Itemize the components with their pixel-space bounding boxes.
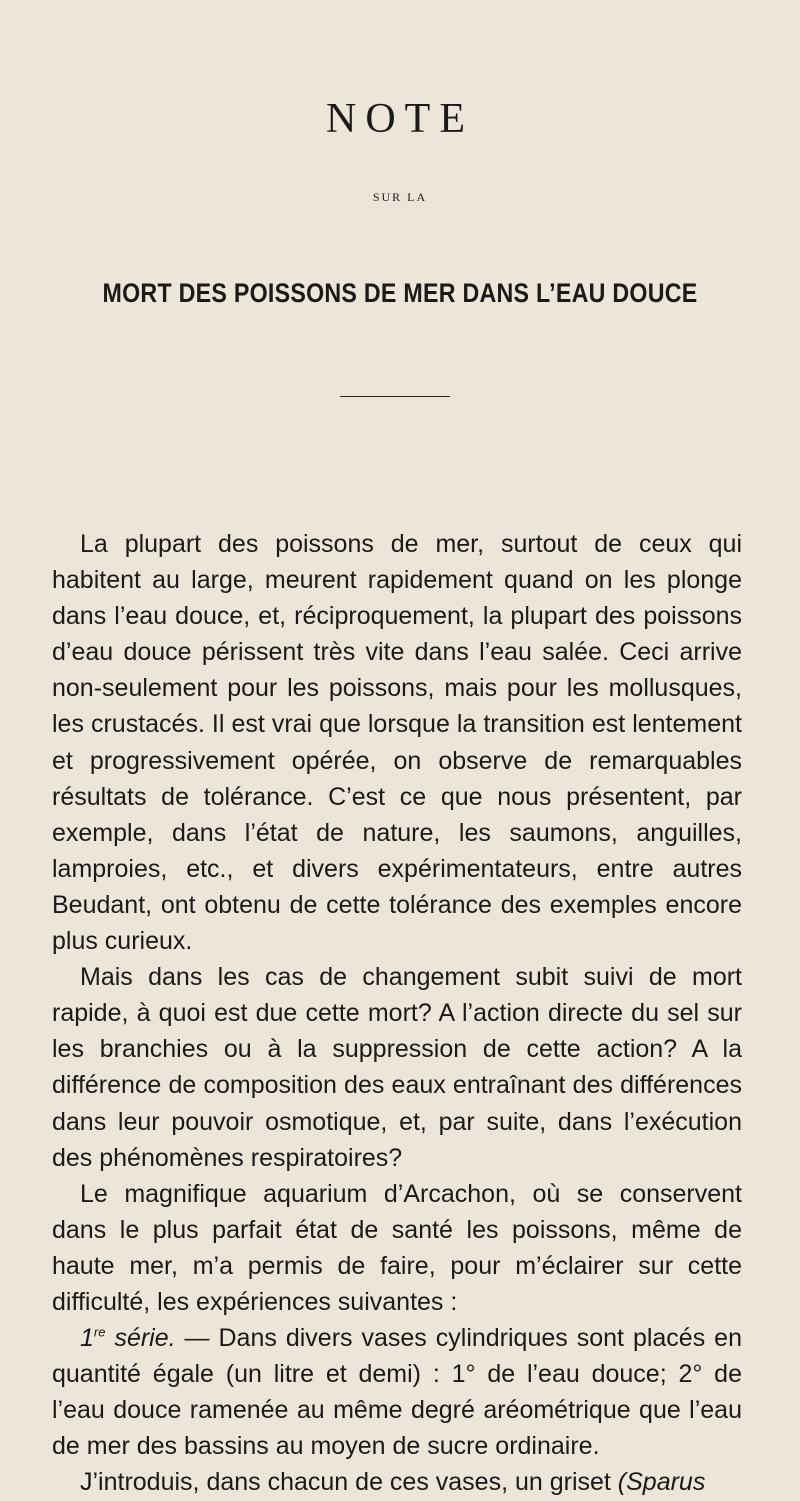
series-label: série. xyxy=(114,1324,176,1353)
paragraph-2: Mais dans les cas de changement subit suivi de mort rapide, à quoi est due cette mort? A l’action directe du sel sur les branchies ou à la suppression de cette action? A la différence de composition des eaux entraînant des différences dans leur pouvoir osmotique, et, par suite, dans l’exécution des phénomènes respiratoires? xyxy=(52,963,742,1172)
article-heading: MORT DES POISSONS DE MER DANS L’EAU DOUCE xyxy=(102,278,698,308)
series-superscript: re xyxy=(93,1324,106,1340)
series-text: — Dans divers vases cylindriques sont placés en quantité égale (un litre et demi) : 1° de l’eau douce; 2° de l’eau douce ramenée au même degré aréométrique que l’eau de mer des bassins au moyen de sucre ordinaire. xyxy=(52,1324,742,1461)
note-title: NOTE xyxy=(326,96,474,142)
paragraph-series-1 xyxy=(52,1320,742,1464)
paragraph-1: La plupart des poissons de mer, surtout de ceux qui habitent au large, meurent rapidement quand on les plonge dans l’eau douce, et, réciproquement, la plupart des poissons d’eau douce périssent très vite dans l’eau salée. Ceci arrive non-seulement pour les poissons, mais pour les mollusques, les crustacés. Il est vrai que lorsque la transition est lentement et progressivement opérée, on observe de remarquables résultats de tolérance. C’est ce que nous présentent, par exemple, dans l’état de nature, les saumons, anguilles, lamproies, etc., et divers expérimentateurs, entre autres Beudant, ont obtenu de cette tolérance des exemples encore plus curieux. xyxy=(52,530,742,956)
last-paragraph-text: J’introduis, dans chacun de ces vases, un griset xyxy=(80,1468,618,1497)
species-name: (Sparus xyxy=(617,1468,706,1497)
series-number: 1 xyxy=(80,1324,94,1353)
paragraph-3: Le magnifique aquarium d’Arcachon, où se conservent dans le plus parfait état de santé les poissons, même de haute mer, m’a permis de faire, pour m’éclairer sur cette difficulté, les expériences suivantes : xyxy=(52,1179,742,1316)
body-text xyxy=(52,526,742,1501)
paragraph-last xyxy=(52,1464,742,1500)
sur-la-label: SUR LA xyxy=(372,190,428,204)
separator-rule xyxy=(340,396,450,397)
